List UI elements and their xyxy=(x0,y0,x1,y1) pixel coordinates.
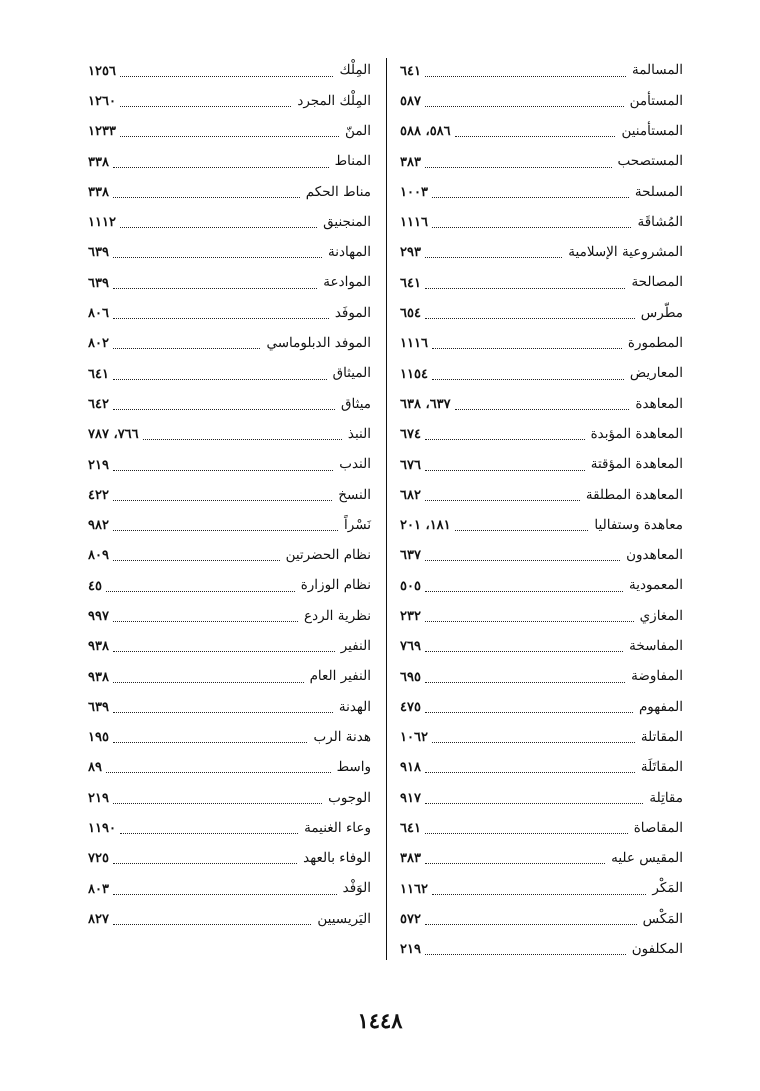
index-term: نظام الحضرتين xyxy=(285,547,371,564)
index-term: النفير العام xyxy=(309,668,371,685)
index-term: الوفاء بالعهد xyxy=(303,850,371,867)
index-page-ref: ١٩٥ xyxy=(88,730,109,746)
index-entry xyxy=(88,298,371,328)
index-term: النفير xyxy=(340,638,371,655)
index-entry xyxy=(88,147,371,177)
index-page-ref: ٨٠٢ xyxy=(88,336,109,352)
index-term: المسالمة xyxy=(632,62,683,79)
index-entry xyxy=(400,177,683,207)
index-term: نظرية الردع xyxy=(304,607,371,624)
index-entry xyxy=(88,753,371,783)
index-entry xyxy=(400,541,683,571)
index-entry xyxy=(88,813,371,843)
dot-leader xyxy=(425,560,620,561)
index-page-ref: ٦٣٩ xyxy=(88,699,109,715)
index-page-ref: ٨٠٦ xyxy=(88,306,109,322)
dot-leader xyxy=(425,591,623,592)
index-term: المفاسخة xyxy=(629,638,683,655)
index-entry xyxy=(88,86,371,116)
index-term: معاهدة وستفاليا xyxy=(594,516,683,533)
index-page-ref: ١٢٥٦ xyxy=(88,63,116,79)
index-page-ref: ٦٣٩ xyxy=(88,245,109,261)
index-page-ref: ٣٣٨ xyxy=(88,154,109,170)
index-entry xyxy=(400,359,683,389)
index-term: المُشاقَة xyxy=(637,213,683,230)
index-term: مناط الحكم xyxy=(305,183,371,200)
index-page-ref: ١٨١، ٢٠١ xyxy=(400,518,451,534)
dot-leader xyxy=(113,197,300,198)
dot-leader xyxy=(425,167,612,168)
dot-leader xyxy=(432,348,622,349)
index-page-ref: ٨٠٣ xyxy=(88,881,109,897)
index-term: المناط xyxy=(334,153,371,170)
dot-leader xyxy=(425,318,635,319)
dot-leader xyxy=(113,863,297,864)
index-entry xyxy=(88,844,371,874)
index-term: المنجنيق xyxy=(323,213,371,230)
index-term: المِلْك xyxy=(339,62,371,79)
index-entry xyxy=(400,632,683,662)
index-page-ref: ٨٠٩ xyxy=(88,548,109,564)
dot-leader xyxy=(113,379,327,380)
dot-leader xyxy=(113,500,332,501)
dot-leader xyxy=(113,621,298,622)
dot-leader xyxy=(113,288,317,289)
index-page-ref: ٤٧٥ xyxy=(400,699,421,715)
dot-leader xyxy=(113,712,333,713)
dot-leader xyxy=(113,682,304,683)
index-term: المعاهدون xyxy=(626,547,683,564)
index-entry xyxy=(400,662,683,692)
index-term: ميثاق xyxy=(341,395,371,412)
dot-leader xyxy=(455,409,630,410)
index-page-ref: ٥٨٦، ٥٨٨ xyxy=(400,124,451,140)
dot-leader xyxy=(425,924,637,925)
dot-leader xyxy=(120,227,317,228)
index-term: المشروعية الإسلامية xyxy=(568,244,683,261)
index-term: هدنة الرب xyxy=(313,728,371,745)
index-page-ref: ٦٧٦ xyxy=(400,457,421,473)
dot-leader xyxy=(432,227,632,228)
index-entry xyxy=(400,844,683,874)
dot-leader xyxy=(113,803,322,804)
index-page-ref: ٥٧٢ xyxy=(400,911,421,927)
index-page-ref: ٩٣٨ xyxy=(88,639,109,655)
index-term: اليَريسيين xyxy=(317,910,371,927)
index-entry xyxy=(88,783,371,813)
index-page-ref: ٢١٩ xyxy=(88,457,109,473)
dot-leader xyxy=(113,318,329,319)
dot-leader xyxy=(455,136,616,137)
index-page-ref: ٧٦٩ xyxy=(400,639,421,655)
column-divider xyxy=(386,58,387,960)
dot-leader xyxy=(425,76,626,77)
index-term: المقاصاة xyxy=(633,819,683,836)
index-term: الوَفْد xyxy=(342,880,371,897)
index-entry xyxy=(88,268,371,298)
index-page-ref: ٣٨٣ xyxy=(400,154,421,170)
index-entry xyxy=(88,329,371,359)
dot-leader xyxy=(425,288,625,289)
dot-leader xyxy=(432,894,646,895)
index-term: المصالحة xyxy=(631,274,683,291)
index-entry xyxy=(88,177,371,207)
dot-leader xyxy=(113,894,337,895)
index-column-right xyxy=(400,56,683,965)
index-term: المعاهدة المؤبدة xyxy=(590,425,683,442)
index-page-ref: ٦٤١ xyxy=(400,63,421,79)
index-entry xyxy=(88,692,371,722)
index-page-ref: ٨٢٧ xyxy=(88,911,109,927)
index-page-ref: ١١١٢ xyxy=(88,215,116,231)
index-term: المهادنة xyxy=(327,244,371,261)
index-entry xyxy=(88,571,371,601)
index-term: الموفَد xyxy=(334,304,371,321)
dot-leader xyxy=(425,682,625,683)
dot-leader xyxy=(113,409,335,410)
dot-leader xyxy=(425,500,580,501)
dot-leader xyxy=(455,530,589,531)
index-entry xyxy=(88,904,371,934)
dot-leader xyxy=(143,439,342,440)
index-term: المفهوم xyxy=(638,698,683,715)
index-term: المقاتلة xyxy=(640,728,683,745)
index-entry xyxy=(88,117,371,147)
index-entry xyxy=(400,389,683,419)
index-entry xyxy=(400,571,683,601)
index-column-left xyxy=(88,56,371,935)
dot-leader xyxy=(106,591,295,592)
dot-leader xyxy=(106,772,331,773)
index-entry xyxy=(400,56,683,86)
index-page-ref: ٢٩٣ xyxy=(400,245,421,261)
index-page-ref: ٦٧٤ xyxy=(400,427,421,443)
index-entry xyxy=(400,753,683,783)
index-term: المستأمنين xyxy=(621,122,683,139)
index-entry xyxy=(400,298,683,328)
index-entry xyxy=(400,510,683,540)
index-term: المعمودية xyxy=(629,577,683,594)
index-page-ref: ٣٨٣ xyxy=(400,851,421,867)
index-page-ref: ٧٢٥ xyxy=(88,851,109,867)
index-entry xyxy=(400,329,683,359)
dot-leader xyxy=(120,136,339,137)
index-term: المسلحة xyxy=(634,183,683,200)
index-page-ref: ٢١٩ xyxy=(88,790,109,806)
index-page-ref: ١٠٦٢ xyxy=(400,730,428,746)
dot-leader xyxy=(113,651,335,652)
index-term: المعاهدة المطلقة xyxy=(585,486,683,503)
index-entry xyxy=(400,904,683,934)
index-entry xyxy=(400,723,683,753)
index-page-ref: ٤٥ xyxy=(88,578,102,594)
index-entry xyxy=(88,662,371,692)
dot-leader xyxy=(425,772,635,773)
dot-leader xyxy=(432,742,635,743)
index-page-ref: ٩٣٨ xyxy=(88,669,109,685)
index-page-ref: ٦٤٢ xyxy=(88,396,109,412)
index-entry xyxy=(88,480,371,510)
index-entry xyxy=(400,874,683,904)
dot-leader xyxy=(113,348,261,349)
index-entry xyxy=(400,692,683,722)
index-term: الندب xyxy=(339,456,371,473)
index-page-ref: ٦٣٩ xyxy=(88,275,109,291)
index-term: المَكْر xyxy=(652,880,683,897)
index-entry xyxy=(88,541,371,571)
index-term: المقاتَلَة xyxy=(640,759,683,776)
index-term: مقاتِلة xyxy=(649,789,683,806)
index-entry xyxy=(88,874,371,904)
index-term: المنّ xyxy=(345,122,371,139)
index-page-ref: ٩٨٢ xyxy=(88,518,109,534)
index-page-ref: ٢١٩ xyxy=(400,942,421,958)
index-term: نَسْراً xyxy=(344,516,371,533)
index-page-ref: ٦٩٥ xyxy=(400,669,421,685)
dot-leader xyxy=(113,470,333,471)
index-term: الموفد الدبلوماسي xyxy=(266,335,371,352)
index-term: وعاء الغنيمة xyxy=(304,819,371,836)
index-entry xyxy=(88,207,371,237)
index-page-ref: ٦٥٤ xyxy=(400,306,421,322)
index-term: مطّرس xyxy=(640,304,683,321)
index-entry xyxy=(88,238,371,268)
index-term: المعاهدة المؤقتة xyxy=(590,456,683,473)
index-page-ref: ١١٦٢ xyxy=(400,881,428,897)
index-page-ref: ٥٨٧ xyxy=(400,93,421,109)
dot-leader xyxy=(425,954,626,955)
index-term: المعاريض xyxy=(629,365,683,382)
index-entry xyxy=(400,238,683,268)
dot-leader xyxy=(425,651,623,652)
index-term: المغازي xyxy=(639,607,683,624)
index-term: المكلفون xyxy=(631,941,683,957)
dot-leader xyxy=(425,257,562,258)
index-entry xyxy=(400,86,683,116)
dot-leader xyxy=(113,167,329,168)
index-page-ref: ١٢٣٣ xyxy=(88,124,116,140)
index-entry xyxy=(400,935,683,965)
index-page-ref: ٤٢٢ xyxy=(88,487,109,503)
index-term: واسط xyxy=(336,759,371,776)
index-entry xyxy=(88,359,371,389)
index-entry xyxy=(400,268,683,298)
index-entry xyxy=(88,723,371,753)
index-page-ref: ١١١٦ xyxy=(400,336,428,352)
dot-leader xyxy=(113,742,308,743)
dot-leader xyxy=(120,76,334,77)
index-page-ref: ٩١٧ xyxy=(400,790,421,806)
dot-leader xyxy=(113,924,311,925)
index-entry xyxy=(400,147,683,177)
index-page-ref: ٥٠٥ xyxy=(400,578,421,594)
index-page-ref: ٣٣٨ xyxy=(88,184,109,200)
index-page-ref: ١٠٠٣ xyxy=(400,184,428,200)
index-entry xyxy=(400,783,683,813)
index-page-ref: ٩٩٧ xyxy=(88,608,109,624)
index-page-ref: ١١١٦ xyxy=(400,215,428,231)
index-entry xyxy=(88,510,371,540)
index-term: النسخ xyxy=(338,486,371,503)
index-term: النبذ xyxy=(347,425,371,442)
index-page-ref: ٦٨٢ xyxy=(400,487,421,503)
dot-leader xyxy=(425,803,643,804)
index-term: المستأمن xyxy=(629,92,683,109)
index-term: المستصحب xyxy=(617,153,683,170)
index-entry xyxy=(400,207,683,237)
dot-leader xyxy=(432,379,624,380)
index-term: الوجوب xyxy=(328,789,371,806)
index-page-ref: ١٢٦٠ xyxy=(88,93,116,109)
dot-leader xyxy=(425,621,634,622)
index-page-ref: ٨٩ xyxy=(88,760,102,776)
index-term: المَكْس xyxy=(642,910,683,927)
index-entry xyxy=(88,56,371,86)
index-entry xyxy=(400,813,683,843)
index-page-ref: ٦٣٧ xyxy=(400,548,421,564)
dot-leader xyxy=(425,863,605,864)
index-entry xyxy=(400,601,683,631)
index-term: الهدنة xyxy=(338,698,371,715)
dot-leader xyxy=(425,833,628,834)
index-term: المفاوضة xyxy=(631,668,683,685)
index-entry xyxy=(88,389,371,419)
index-page-ref: ٩١٨ xyxy=(400,760,421,776)
index-page-ref: ٧٦٦، ٧٨٧ xyxy=(88,427,139,443)
dot-leader xyxy=(113,530,338,531)
index-page-ref: ٦٣٧، ٦٣٨ xyxy=(400,396,451,412)
index-term: الموادعة xyxy=(323,274,371,291)
dot-leader xyxy=(120,106,291,107)
index-entry xyxy=(400,117,683,147)
dot-leader xyxy=(425,470,585,471)
index-term: المعاهدة xyxy=(635,395,683,412)
index-term: نظام الوزارة xyxy=(300,577,371,594)
index-page-ref: ٢٣٢ xyxy=(400,608,421,624)
index-entry xyxy=(400,450,683,480)
dot-leader xyxy=(425,712,633,713)
dot-leader xyxy=(432,197,629,198)
index-entry xyxy=(88,420,371,450)
dot-leader xyxy=(113,560,280,561)
index-page-ref: ١١٩٠ xyxy=(88,821,116,837)
index-entry xyxy=(88,632,371,662)
index-page-ref: ٦٤١ xyxy=(400,821,421,837)
dot-leader xyxy=(425,106,624,107)
index-term: المِلْك المجرد xyxy=(297,92,371,109)
index-page-ref: ٦٤١ xyxy=(400,275,421,291)
dot-leader xyxy=(120,833,298,834)
index-entry xyxy=(88,450,371,480)
page-number: ١٤٤٨ xyxy=(357,1008,403,1033)
index-term: الميثاق xyxy=(332,365,371,382)
dot-leader xyxy=(425,439,585,440)
index-page-ref: ١١٥٤ xyxy=(400,366,428,382)
index-term: المقيس عليه xyxy=(611,850,683,867)
index-entry xyxy=(88,601,371,631)
index-entry xyxy=(400,420,683,450)
index-page-ref: ٦٤١ xyxy=(88,366,109,382)
index-term: المطمورة xyxy=(627,335,683,352)
index-entry xyxy=(400,480,683,510)
dot-leader xyxy=(113,257,322,258)
